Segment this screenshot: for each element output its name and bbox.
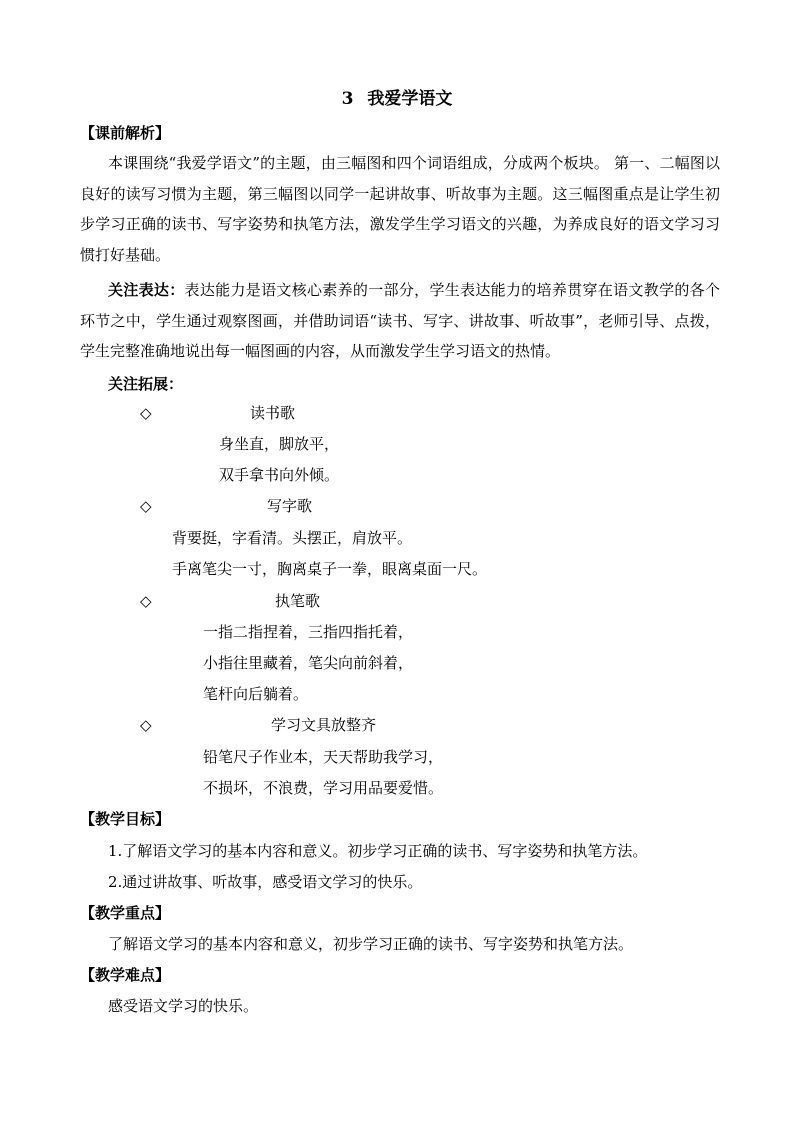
diamond-bullet: ◇ bbox=[140, 497, 152, 515]
poem-line: 不损坏，不浪费，学习用品要爱惜。 bbox=[203, 779, 444, 797]
poem-title: 学习文具放整齐 bbox=[271, 716, 377, 734]
poem-line: 笔杆向后躺着。 bbox=[203, 685, 309, 703]
poem-title: 读书歌 bbox=[250, 404, 296, 422]
difficulties-text: 感受语文学习的快乐。 bbox=[108, 997, 259, 1015]
expression-paragraph bbox=[80, 275, 720, 367]
poem-line: 铅笔尺子作业本，天天帮助我学习， bbox=[203, 748, 444, 766]
lesson-number: 3 bbox=[341, 89, 354, 109]
poem-line: 双手拿书向外倾。 bbox=[219, 466, 340, 484]
diamond-bullet: ◇ bbox=[140, 716, 152, 734]
expression-label: 关注表达： bbox=[108, 281, 185, 299]
pre-analysis-paragraph: 本课围绕“我爱学语文”的主题，由三幅图和四个词语组成，分成两个板块。 第一、二幅图以良好的读写习惯为主题，第三幅图以同学一起讲故事、听故事为主题。这三幅图重点是让学生初步学习正确的读书、写字姿势和执笔方法，激发学生学习语文的兴趣，为养成良好的语文学习习惯打好基础。 bbox=[80, 154, 720, 264]
diamond-bullet: ◇ bbox=[140, 592, 152, 610]
poem-line: 身坐直，脚放平， bbox=[219, 435, 340, 453]
poem-line: 手离笔尖一寸，胸离桌子一拳，眼离桌面一尺。 bbox=[172, 560, 488, 578]
goals-heading: 【教学目标】 bbox=[80, 810, 171, 828]
poem-title: 执笔歌 bbox=[275, 592, 321, 610]
expression-text: 表达能力是语文核心素养的一部分，学生表达能力的培养贯穿在语文教学的各个环节之中，学生通过观察图画，并借助词语“读书、写字、讲故事、听故事”，老师引导、点拨，学生完整准确地说出每一幅图画的内容，从而激发学生学习语文的热情。 bbox=[80, 281, 720, 360]
difficulties-heading: 【教学难点】 bbox=[80, 966, 171, 984]
key-points-text: 了解语文学习的基本内容和意义，初步学习正确的读书、写字姿势和执笔方法。 bbox=[108, 935, 634, 953]
key-points-heading: 【教学重点】 bbox=[80, 904, 171, 922]
poem-line: 一指二指捏着，三指四指托着， bbox=[203, 623, 414, 641]
page-title bbox=[0, 87, 794, 111]
poem-line: 小指往里藏着，笔尖向前斜着， bbox=[203, 654, 414, 672]
poem-line: 背要挺，字看清。头摆正，肩放平。 bbox=[172, 529, 413, 547]
poem-title: 写字歌 bbox=[267, 497, 313, 515]
diamond-bullet: ◇ bbox=[140, 404, 152, 422]
goal-item: 1.了解语文学习的基本内容和意义。初步学习正确的读书、写字姿势和执笔方法。 bbox=[108, 842, 648, 860]
lesson-title: 我爱学语文 bbox=[367, 89, 453, 109]
goal-item: 2.通过讲故事、听故事，感受语文学习的快乐。 bbox=[108, 873, 423, 891]
extension-label: 关注拓展： bbox=[108, 375, 184, 393]
pre-analysis-heading: 【课前解析】 bbox=[80, 124, 171, 142]
